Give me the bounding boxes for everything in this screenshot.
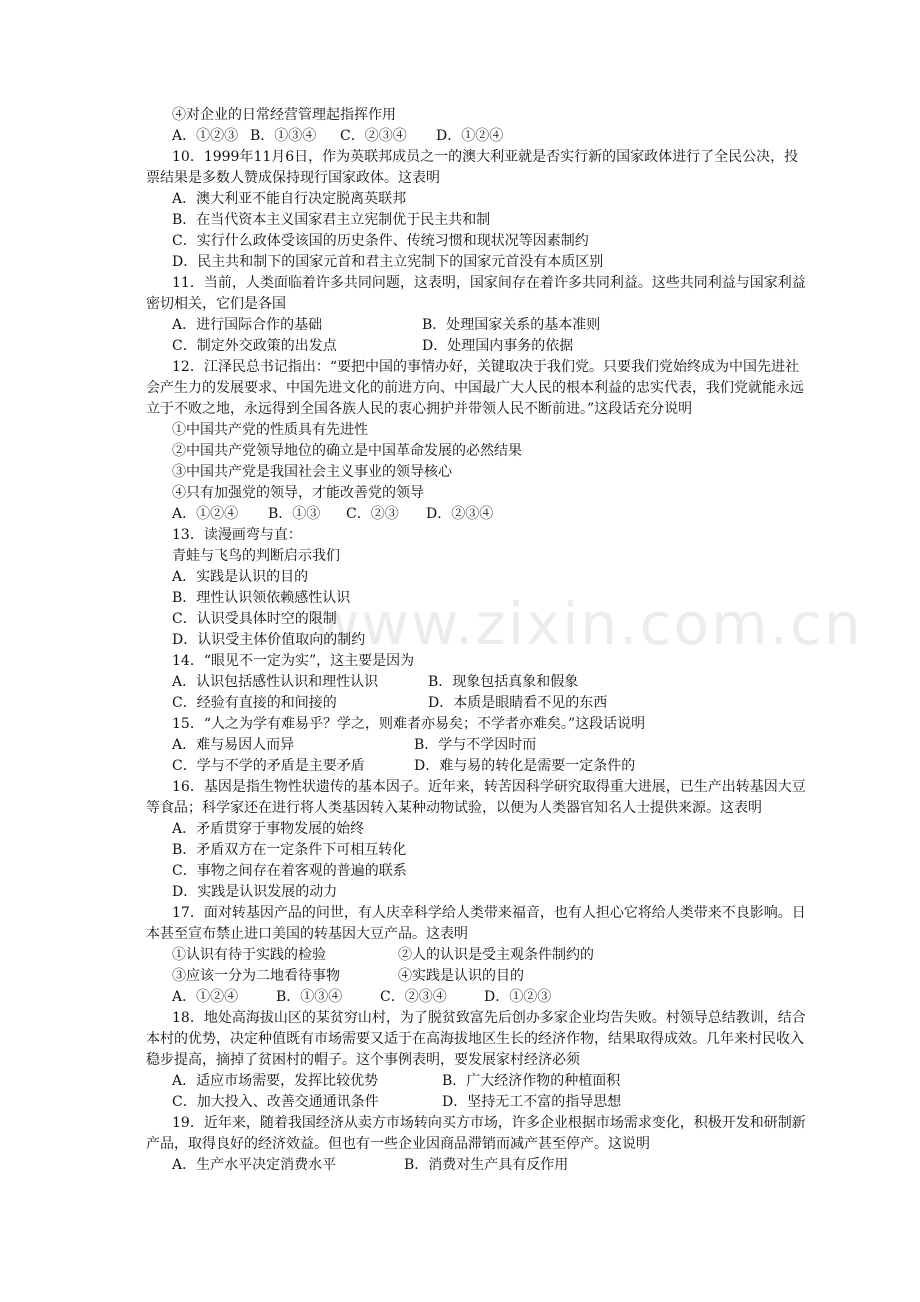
- q13-option-d: D．认识受主体价值取向的制约: [172, 632, 366, 648]
- q19-option-b: B．消费对生产具有反作用: [404, 1157, 569, 1173]
- q17-item-1: ①认识有待于实践的检验: [172, 947, 326, 963]
- q16-stem-line-2: 等食品；科学家还在进行将人类基因转入某种动物试验，以便为人类器官知名人士提供来源。这表明: [146, 800, 762, 816]
- q17-stem-line-1: 17．面对转基因产品的问世，有人庆幸科学给人类带来福音，也有人担心它将给人类带来不良影响。日: [172, 905, 806, 921]
- q13-option-b: B．理性认识领依赖感性认识: [172, 590, 351, 606]
- q18-option-b: B．广大经济作物的种植面积: [442, 1073, 621, 1089]
- q17-item-4: ④实践是认识的目的: [398, 968, 524, 984]
- q12-item-1: ①中国共产党的性质具有先进性: [172, 422, 368, 438]
- q12-item-3: ③中国共产党是我国社会主义事业的领导核心: [172, 464, 452, 480]
- q11-options-row-2: [146, 336, 898, 357]
- q18-stem-line-1: 18．地处高海拔山区的某贫穷山村，为了脱贫致富先后创办多家企业均告失败。村领导总结教训，结合: [172, 1010, 806, 1026]
- q18-stem-line-3: 稳步提高，摘掉了贫困村的帽子。这个事例表明，要发展家村经济必须: [146, 1052, 580, 1068]
- q9-option-c: C．②③④: [340, 128, 407, 144]
- q14-options-row-2: [146, 693, 898, 714]
- q17-stem-line-2: 本甚至宣布禁止进口美国的转基因大豆产品。这表明: [146, 926, 468, 942]
- q12-option-a: A．①②④: [172, 506, 239, 522]
- q10-option-a: A．澳大利亚不能自行决定脱离英联邦: [172, 191, 407, 207]
- q16-stem-line-1: 16．基因是指生物性状遗传的基本因子。近年来，转苦因科学研究取得重大进展，已生产出转基因大豆: [172, 779, 806, 795]
- q16-option-a: A．矛盾贯穿于事物发展的始终: [172, 821, 365, 837]
- q12-option-c: C．②③: [346, 506, 399, 522]
- q12-stem-line-3: 立于不败之地，永远得到全国各族人民的衷心拥护并带领人民不断前进。”这段话充分说明: [146, 401, 693, 417]
- q10-stem-line-2: 票结果是多数人赞成保持现行国家政体。这表明: [146, 170, 440, 186]
- q14-option-d: D．本质是眼睛看不见的东西: [428, 695, 608, 711]
- q17-item-2: ②人的认识是受主观条件制约的: [398, 947, 594, 963]
- q17-option-c: C．②③④: [380, 989, 447, 1005]
- q18-option-a: A．适应市场需要，发挥比较优势: [172, 1073, 379, 1089]
- q19-stem-line-1: 19．近年来，随着我国经济从卖方市场转向买方市场，许多企业根据市场需求变化，积极开发和研制新: [172, 1115, 806, 1131]
- q11-options-row-1: [146, 315, 898, 336]
- q14-option-b: B．现象包括真象和假象: [428, 674, 579, 690]
- q10-option-d: D．民主共和制下的国家元首和君主立宪制下的国家元首没有本质区别: [172, 254, 604, 270]
- q15-stem-line-1: 15．“人之为学有难易乎？学之，则难者亦易矣；不学者亦难矣。”这段话说明: [172, 716, 646, 732]
- q17-item-3: ③应该一分为二地看待事物: [172, 968, 340, 984]
- q9-options: [146, 126, 898, 147]
- q11-stem-line-1: 11．当前，人类面临着许多共同问题，这表明，国家间存在着许多共同利益。这些共同利益与国家利益: [172, 275, 806, 291]
- q17-options: [146, 987, 898, 1008]
- q13-option-a: A．实践是认识的目的: [172, 569, 309, 585]
- q12-option-b: B．①③: [268, 506, 321, 522]
- q14-stem-line-1: 14．“眼见不一定为实”，这主要是因为: [172, 653, 415, 669]
- q17-items-row-1: [146, 945, 898, 966]
- q18-option-c: C．加大投入、改善交通通讯条件: [172, 1094, 379, 1110]
- q12-stem-line-1: 12．江泽民总书记指出：“要把中国的事情办好，关键取决于我们党。只要我们党始终成为中国先进社: [172, 359, 799, 375]
- question-content: [146, 105, 898, 1176]
- q15-option-a: A．难与易因人而异: [172, 737, 295, 753]
- q18-option-d: D．坚持无工不富的指导思想: [442, 1094, 622, 1110]
- q14-option-a: A．认识包括感性认识和理性认识: [172, 674, 379, 690]
- watermark: www.zixin.com.cn: [312, 590, 863, 658]
- q9-option-b: B．①③④: [250, 128, 317, 144]
- q19-options-row-1: [146, 1155, 898, 1176]
- q17-option-b: B．①③④: [276, 989, 343, 1005]
- q10-option-b: B．在当代资本主义国家君主立宪制优于民主共和制: [172, 212, 491, 228]
- q11-stem-line-2: 密切相关，它们是各国: [146, 296, 286, 312]
- q16-option-c: C．事物之间存在着客观的普遍的联系: [172, 863, 407, 879]
- q9-option-a: A．①②③: [172, 128, 239, 144]
- q13-option-c: C．认识受具体时空的限制: [172, 611, 337, 627]
- q15-options-row-2: [146, 756, 898, 777]
- q12-item-2: ②中国共产党领导地位的确立是中国革命发展的必然结果: [172, 443, 522, 459]
- q14-options-row-1: [146, 672, 898, 693]
- q18-options-row-2: [146, 1092, 898, 1113]
- q10-stem-line-1: 10．1999年11月6日，作为英联邦成员之一的澳大利亚就是否实行新的国家政体进行了全民公决，投: [172, 149, 799, 165]
- q17-option-a: A．①②④: [172, 989, 239, 1005]
- q16-option-b: B．矛盾双方在一定条件下可相互转化: [172, 842, 407, 858]
- q13-stem-line-2: 青蛙与飞鸟的判断启示我们: [172, 548, 340, 564]
- q12-options: [146, 504, 898, 525]
- q17-option-d: D．①②③: [484, 989, 552, 1005]
- q12-stem-line-2: 会产生力的发展要求、中国先进文化的前进方向、中国最广大人民的根本利益的忠实代表，我们党就能永远: [146, 380, 804, 396]
- q13-stem-line-1: 13．读漫画弯与直：: [172, 527, 302, 543]
- q12-option-d: D．②③④: [426, 506, 494, 522]
- q11-option-c: C．制定外交政策的出发点: [172, 338, 337, 354]
- q9-item-4: ④对企业的日常经营管理起指挥作用: [172, 107, 396, 123]
- q17-items-row-2: [146, 966, 898, 987]
- q18-options-row-1: [146, 1071, 898, 1092]
- q19-stem-line-2: 产品，取得良好的经济效益。但也有一些企业因商品滞销而减产甚至停产。这说明: [146, 1136, 650, 1152]
- q18-stem-line-2: 本村的优势，决定种值既有市场需要又适于在高海拔地区生长的经济作物，结果取得成效。几年来村民收入: [146, 1031, 804, 1047]
- q11-option-b: B．处理国家关系的基本准则: [422, 317, 601, 333]
- q15-option-c: C．学与不学的矛盾是主要矛盾: [172, 758, 365, 774]
- q16-option-d: D．实践是认识发展的动力: [172, 884, 338, 900]
- q15-option-b: B．学与不学因时而: [414, 737, 537, 753]
- q9-option-d: D．①②④: [436, 128, 504, 144]
- q11-option-a: A．进行国际合作的基础: [172, 317, 323, 333]
- q14-option-c: C．经验有直接的和间接的: [172, 695, 337, 711]
- q12-item-4: ④只有加强党的领导，才能改善党的领导: [172, 485, 424, 501]
- q15-options-row-1: [146, 735, 898, 756]
- q15-option-d: D．难与易的转化是需要一定条件的: [414, 758, 636, 774]
- q11-option-d: D．处理国内事务的依据: [422, 338, 574, 354]
- q19-option-a: A．生产水平决定消费水平: [172, 1157, 337, 1173]
- q10-option-c: C．实行什么政体受该国的历史条件、传统习惯和现状况等因素制约: [172, 233, 589, 249]
